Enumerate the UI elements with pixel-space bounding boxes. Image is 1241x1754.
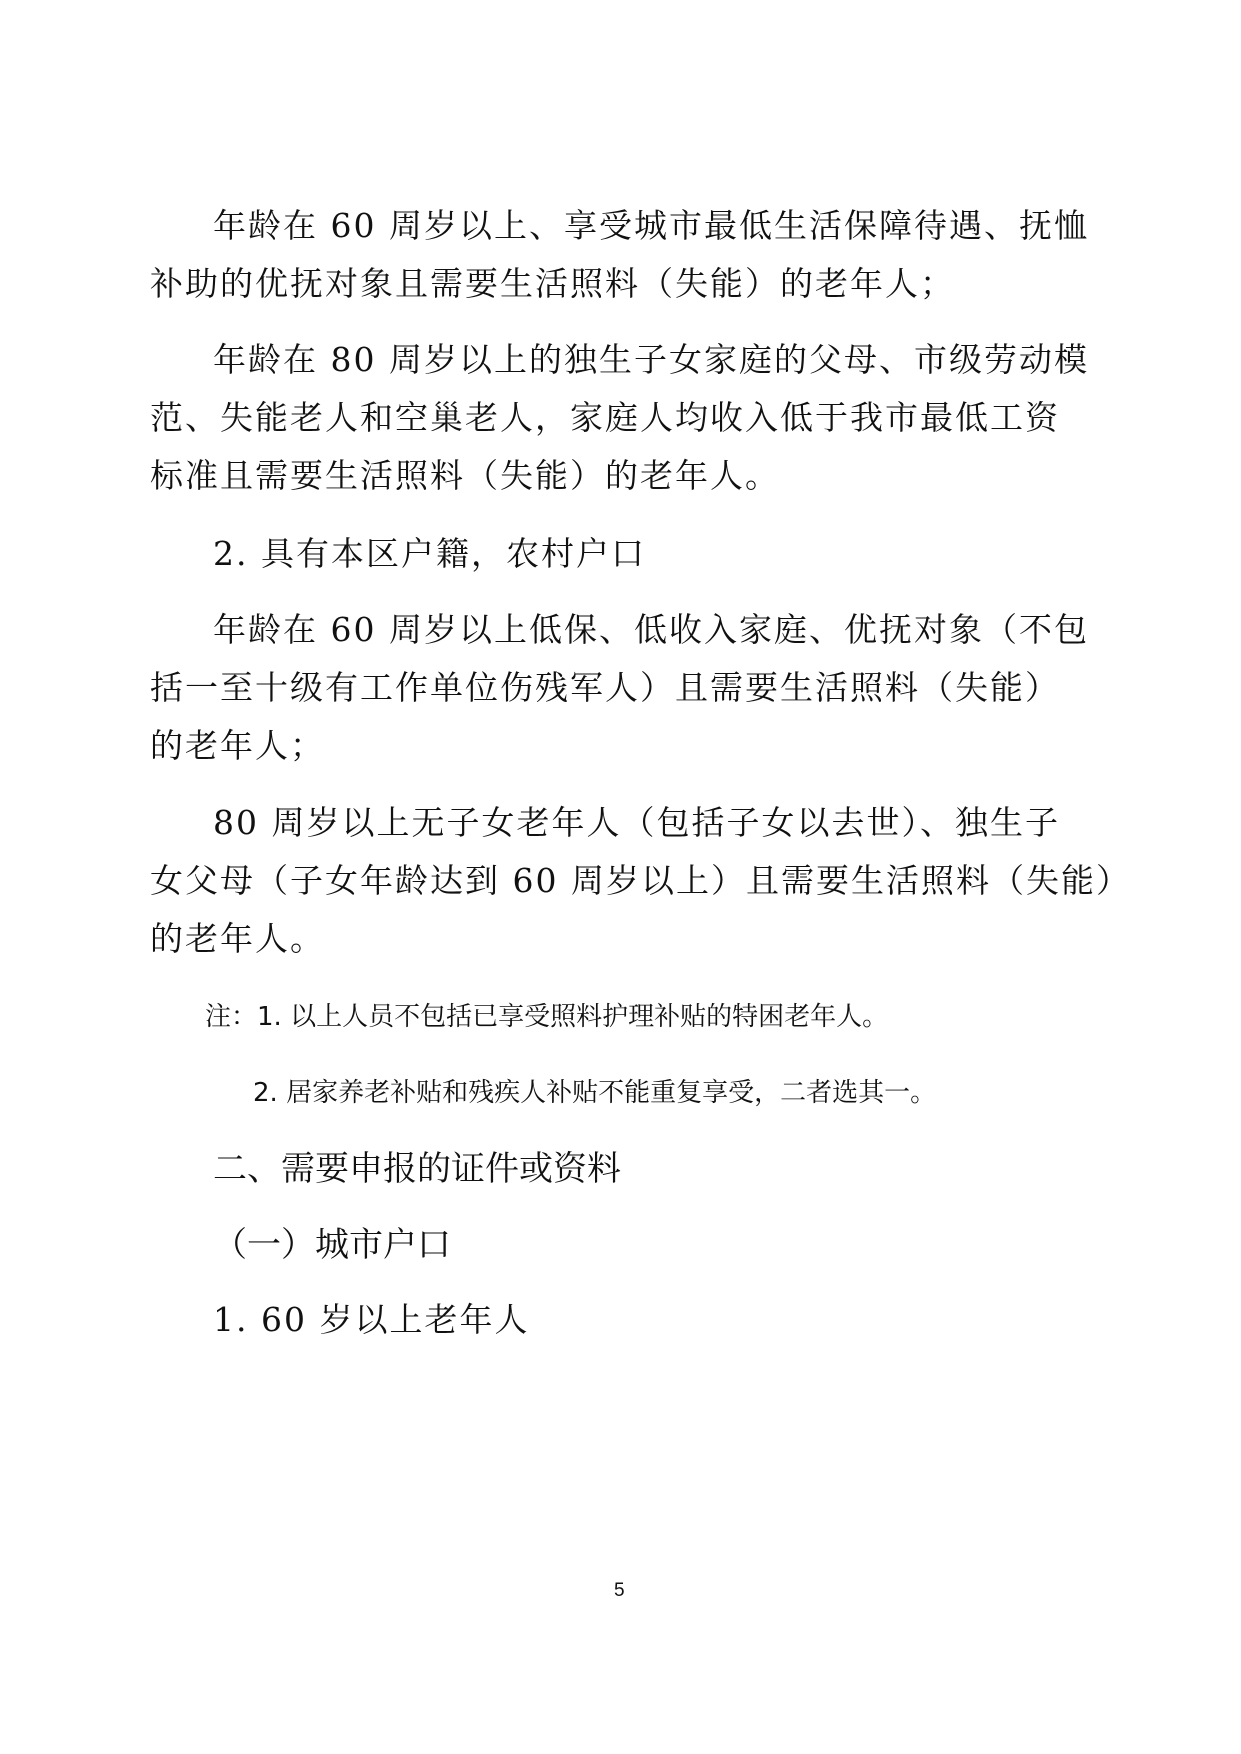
paragraph-line: 括一至十级有工作单位伤残军人）且需要生活照料（失能） (150, 668, 1060, 707)
note-line: 注：1. 以上人员不包括已享受照料护理补贴的特困老年人。 (205, 1002, 889, 1032)
subsection-heading: （一）城市户口 (213, 1225, 451, 1265)
paragraph-line: 补助的优抚对象且需要生活照料（失能）的老年人； (150, 264, 955, 303)
paragraph-line: 范、失能老人和空巢老人，家庭人均收入低于我市最低工资 (150, 398, 1060, 437)
paragraph-line: 的老年人； (150, 726, 325, 765)
subsection-heading: 2. 具有本区户籍，农村户口 (213, 534, 646, 573)
page-number: 5 (614, 1580, 625, 1601)
paragraph-line: 年龄在 60 周岁以上、享受城市最低生活保障待遇、抚恤 (213, 206, 1089, 245)
section-heading: 二、需要申报的证件或资料 (213, 1149, 621, 1189)
item-heading: 1. 60 岁以上老年人 (213, 1300, 530, 1339)
paragraph-line: 年龄在 80 周岁以上的独生子女家庭的父母、市级劳动模 (213, 340, 1089, 379)
paragraph-line: 80 周岁以上无子女老年人（包括子女以去世）、独生子 (213, 803, 1060, 842)
paragraph-line: 标准且需要生活照料（失能）的老年人。 (150, 456, 780, 495)
note-line: 2. 居家养老补贴和残疾人补贴不能重复享受，二者选其一。 (253, 1078, 937, 1108)
paragraph-line: 年龄在 60 周岁以上低保、低收入家庭、优抚对象（不包 (213, 610, 1089, 649)
paragraph-line: 的老年人。 (150, 919, 325, 958)
paragraph-line: 女父母（子女年龄达到 60 周岁以上）且需要生活照料（失能） (150, 861, 1131, 900)
